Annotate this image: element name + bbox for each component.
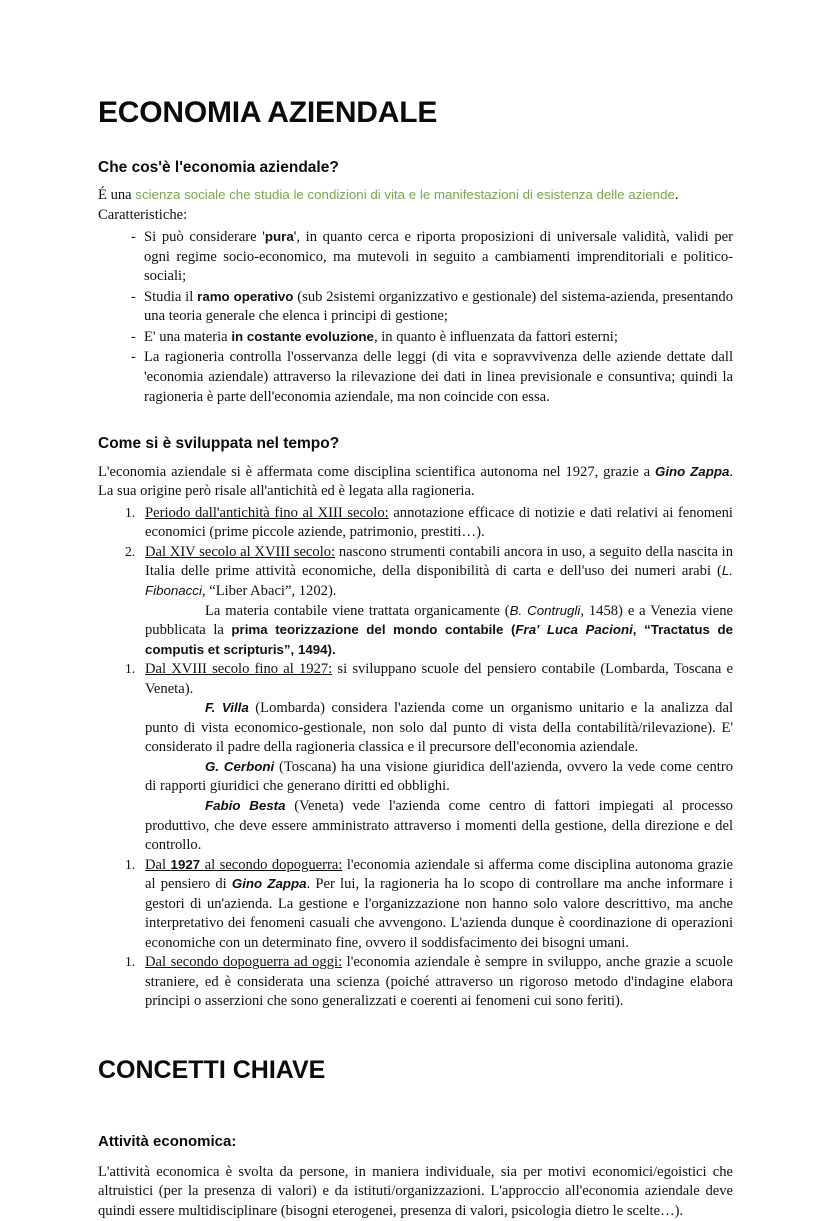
section-heading-sviluppo: Come si è sviluppata nel tempo? (98, 435, 340, 453)
green-highlight-text: scienza sociale che studia le condizioni di vita e le manifestazioni di esistenza delle aziende (135, 187, 675, 203)
reference-contrugli: B. Contrugli (509, 602, 581, 618)
subpara-text: (Toscana) ha una visione giuridica dell'azienda, ovvero la vede come centro di rapporti giuridici che generano diritti ed obblighi. (145, 758, 734, 795)
item-label-post: al secondo dopoguerra: (200, 856, 343, 873)
person-name-g-cerboni: G. Cerboni (205, 758, 275, 774)
list-item (131, 228, 733, 287)
person-name-gino-zappa: Gino Zappa (655, 463, 730, 479)
bullet-pre-text: Si può considerare ' (144, 229, 265, 246)
item-text-b: . Per lui, la ragioneria ha lo scopo di controllare ma anche informare i gestori di un'azienda. La gestione e l'organizzazione non hanno solo valore descrittivo, ma anche interpretativo dei fenomeni casuali che avvengono. L'azienda dunque è coordinazione di operazioni economiche con un determinato fine, ovvero il soddisfacimento dei bisogni umani. (145, 876, 733, 951)
bullet-post-text: ', in quanto cerca e riporta proposizioni di universale validità, validi per ogni regime socio-economico, ma mutevoli in seguito a cambiamenti imprenditoriali e politico-sociali; (144, 229, 734, 285)
lead-prefix: É una (98, 187, 136, 204)
subpara-text: (Lombarda) considera l'azienda come un organismo unitario e la analizza dal punto di vista economico-gestionale, non solo dal punto di vista della contabilità/rilevazione). E' considerato il padre della ragioneria classica e il precursore dell'economia aziendale. (145, 700, 733, 756)
concetti-chiave-title: CONCETTI CHIAVE (98, 1056, 326, 1085)
item-text: l'economia aziendale è sempre in sviluppo, anche grazie a scuole straniere, ed è considerata una scienza (poiché attraverso un rigoroso metodo d'indagine elabora principi o asserzioni che sono generalizzati e coerenti ai fenomeni cui sono feriti). (145, 954, 733, 1010)
list-item (131, 328, 733, 348)
item-label-year: 1927 (170, 856, 201, 872)
item-text: si sviluppano scuole del pensiero contabile (Lombarda, Toscana e Veneta). (145, 661, 733, 697)
item-text-a: l'economia aziendale si afferma come disciplina autonoma grazie al pensiero di (145, 856, 733, 893)
person-name-fabio-besta: Fabio Besta (205, 798, 286, 813)
section-lead-paragraph (98, 186, 733, 225)
subpara-mid: , 1458) e a Venezia viene pubblicata la (145, 602, 733, 639)
item-label: Dal XVIII secolo fino al 1927: (145, 661, 333, 678)
lead-suffix: . (674, 187, 679, 204)
reference-fibonacci: L. Fibonacci (145, 563, 733, 598)
bullet-bold-text: in costante evoluzione (231, 328, 374, 344)
item-text-b: , “Liber Abaci”, 1202). (201, 582, 337, 599)
item-label: Periodo dall'antichità fino al XIII secolo: (145, 504, 389, 521)
bullet-bold-text: pura (264, 229, 294, 245)
subpara-text: (Veneta) vede l'azienda come centro di fattori impiegati al processo produttivo, che deve essere amministrato attraverso i momenti della gestione, della direzione e del controllo. (145, 798, 733, 854)
list-item-paragraph (145, 856, 733, 954)
bullet-post-text: , in quanto è influenzata da fattori esterni; (373, 328, 618, 345)
list-item (125, 504, 733, 543)
person-name-f-villa: F. Villa (205, 700, 249, 716)
storia-numbered-list (98, 504, 733, 1012)
lead-second-line: Caratteristiche: (98, 206, 188, 223)
caratteristiche-list (98, 228, 733, 407)
page-title: ECONOMIA AZIENDALE (98, 96, 438, 129)
bullet-pre-text: Studia il (144, 288, 198, 305)
item-label-pre: Dal (145, 856, 171, 873)
list-item-subparagraph (145, 602, 733, 661)
list-marker: 1. (125, 504, 136, 520)
item-text-a: nascono strumenti contabili ancora in uso, a seguito della nascita in Italia delle prime attività economiche, della disponibilità di carta e dell'uso dei numeri arabi ( (145, 543, 733, 580)
list-item (125, 953, 733, 1012)
list-marker: 1. (125, 856, 136, 872)
intro-part-two: . La sua origine però risale all'antichità ed è legata alla ragioneria. (98, 463, 733, 500)
list-item-subparagraph (145, 699, 733, 758)
list-item (131, 288, 733, 327)
subpara-pre: La materia contabile viene trattata organicamente ( (205, 602, 510, 619)
bullet-post-text: (sub 2sistemi organizzativo e gestionale) del sistema-azienda, presentando una teoria generale che elenca i principi di gestione; (144, 288, 734, 325)
list-item-paragraph (145, 504, 733, 543)
reference-luca-pacioni: Fra' Luca Pacioni (515, 622, 633, 638)
list-item-subparagraph (145, 758, 733, 797)
bullet-pre-text: E' una materia (144, 328, 232, 345)
attivita-economica-paragraph: L'attività economica è svolta da persone, in maniera individuale, sia per motivi economici/egoistici che altruistici (per la presenza di valori) e da istituti/organizzazioni. L'approccio all'economia aziendale deve quindi essere multidisciplinare (bisogni eterogenei, presenza di valori, psicologia dietro le scelte…). (98, 1163, 733, 1219)
item-label: Dal secondo dopoguerra ad oggi: (145, 954, 343, 971)
item-label: Dal XIV secolo al XVIII secolo: (145, 543, 336, 560)
list-marker: 1. (125, 954, 136, 970)
bullet-bold-text: ramo operativo (197, 288, 294, 304)
sviluppo-intro-paragraph (98, 463, 733, 502)
attivita-economica-heading: Attività economica: (98, 1132, 237, 1150)
subpara-end: ). (327, 641, 336, 657)
list-item (131, 348, 733, 407)
person-name-gino-zappa: Gino Zappa (231, 876, 307, 892)
item-text: annotazione efficace di notizie e dati relativi ai fenomeni economici (prime piccole aziende, patrimonio, prestiti…). (145, 504, 733, 541)
bullet-post-text: La ragioneria controlla l'osservanza delle leggi (di vita e sopravvivenza delle aziende dettate dall 'economia aziendale) attraverso la rilevazione dei dati in linea previsionale e consuntiva; quindi la ragioneria è parte dell'economia aziendale, ma non coincide con essa. (144, 349, 733, 405)
list-marker: 1. (125, 661, 136, 677)
list-item (125, 543, 733, 660)
list-item (125, 856, 733, 954)
list-item-paragraph (145, 543, 733, 602)
list-item-subparagraph (145, 797, 733, 856)
list-item (125, 660, 733, 855)
list-marker: 2. (125, 543, 136, 559)
intro-part-one: L'economia aziendale si è affermata come disciplina scientifica autonoma nel 1927, grazie a (98, 463, 655, 480)
list-item-paragraph (145, 953, 733, 1012)
subpara-bold-one: prima teorizzazione del mondo contabile ( (231, 622, 516, 638)
section-heading-che-cose: Che cos'è l'economia aziendale? (98, 158, 339, 176)
list-item-paragraph (145, 660, 733, 699)
subpara-bold-two: , “Tractatus de computis et scripturis”, 1494 (145, 622, 733, 657)
